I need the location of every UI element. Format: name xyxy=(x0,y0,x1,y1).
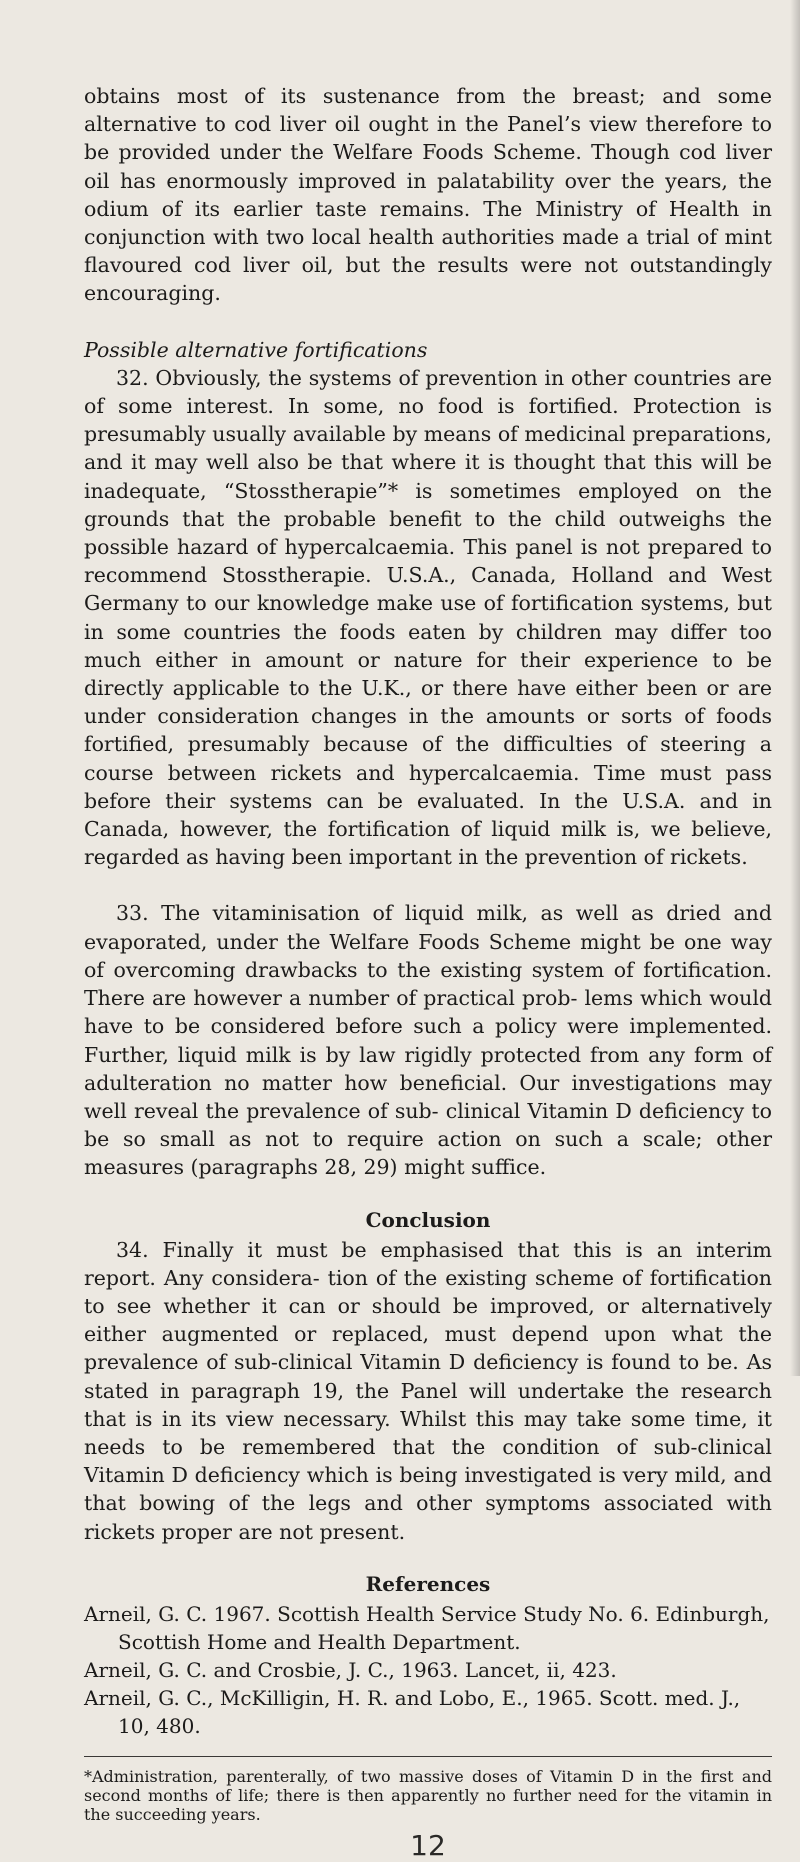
footnote-divider xyxy=(84,1756,772,1757)
reference-item: Arneil, G. C. and Crosbie, J. C., 1963. Lancet, ii, 423. xyxy=(84,1657,617,1682)
section-heading-conclusion: Conclusion xyxy=(365,1207,491,1232)
section-heading-fortifications: Possible alternative fortifications xyxy=(84,337,428,362)
paragraph-32: 32. Obviously, the systems of prevention in other countries are of some interest. In some, no food is fortified. Protection is presumably usually available by means of medicinal preparations, and it may well also be that where it is thought that this will be inadequate, “Stosstherapie”* is sometimes employed on the grounds that the probable benefit to the child outweighs the possible hazard of hypercalcaemia. This panel is not prepared to recommend Stosstherapie. U.S.A., Canada, Holland and West Germany to our knowledge make use of fortification systems, but in some countries the foods eaten by children may differ too much either in amount or nature for their experience to be directly applicable to the U.K., or there have either been or are under consideration changes in the amounts or sorts of foods fortified, presumably because of the difficulties of steering a course between rickets and hypercalcaemia. Time must pass before their systems can be evaluated. In the U.S.A. and in Canada, however, the fortification of liquid milk is, we believe, regarded as having been important in the prevention of rickets. xyxy=(84,365,772,870)
paragraph-33: 33. The vitaminisation of liquid milk, as well as dried and evaporated, under the Welfare Foods Scheme might be one way of overcoming drawbacks to the existing system of fortification. There are however a number of practical prob- lems which would have to be considered before such a policy were implemented. Further, liquid milk is by law rigidly protected from any form of adulteration no matter how beneficial. Our investigations may well reveal the prevalence of sub- clinical Vitamin D deficiency to be so small as not to require action on such a scale; other measures (paragraphs 28, 29) might suffice. xyxy=(84,901,772,1180)
page-edge-shadow xyxy=(790,0,800,1376)
paragraph-34: 34. Finally it must be emphasised that this is an interim report. Any considera- tion of the existing scheme of fortification to see whether it can or should be improved, or alternatively either augmented or replaced, must depend upon what the prevalence of sub-clinical Vitamin D deficiency is found to be. As stated in paragraph 19, the Panel will undertake the research that is in its view necessary. Whilst this may take some time, it needs to be remembered that the condition of sub-clinical Vitamin D deficiency which is being investigated is very mild, and that bowing of the legs and other symptoms associated with rickets proper are not present. xyxy=(84,1237,772,1544)
page-number: 12 xyxy=(410,1828,446,1862)
intro-paragraph: obtains most of its sustenance from the breast; and some alternative to cod liver oil ought in the Panel’s view therefore to be provided under the Welfare Foods Scheme. Though cod liver oil has enormously improved in palatability over the years, the odium of its earlier taste remains. The Ministry of Health in conjunction with two local health authorities made a trial of mint flavoured cod liver oil, but the results were not outstandingly encouraging. xyxy=(84,84,772,306)
reference-item: Arneil, G. C. 1967. Scottish Health Service Study No. 6. Edinburgh, Scottish Home and Health Department. xyxy=(84,1601,770,1654)
references-list xyxy=(84,1600,772,1740)
section-heading-references: References xyxy=(365,1571,491,1596)
reference-item: Arneil, G. C., McKilligin, H. R. and Lobo, E., 1965. Scott. med. J., 10, 480. xyxy=(84,1685,741,1738)
footnote: *Administration, parenterally, of two massive doses of Vitamin D in the first and second months of life; there is then apparently no further need for the vitamin in the succeeding years. xyxy=(84,1766,772,1824)
